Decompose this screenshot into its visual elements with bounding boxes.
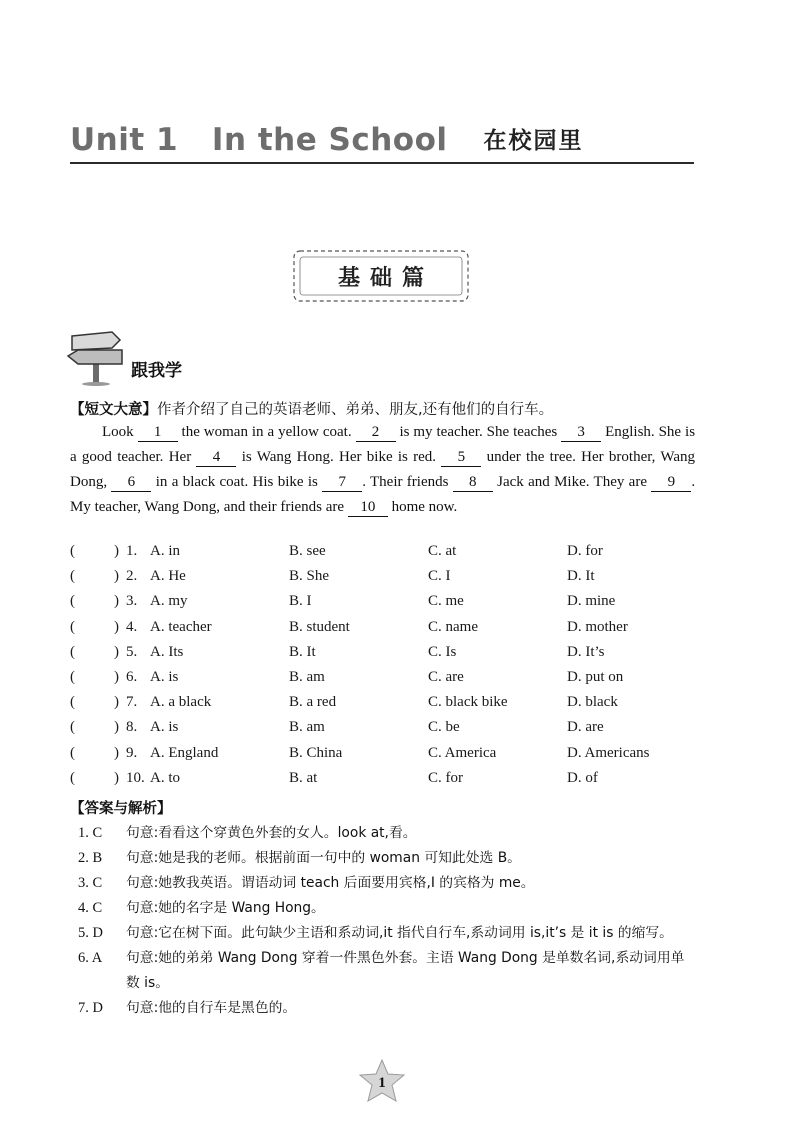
question-number: 1.: [126, 543, 138, 559]
option-d[interactable]: D. black: [567, 694, 618, 711]
option-d[interactable]: D. mine: [567, 593, 616, 610]
answer-paren-open[interactable]: (: [70, 719, 75, 736]
answer-key: 5. D: [78, 925, 103, 941]
answer-explanation: 句意:她的名字是 Wang Hong。: [126, 900, 325, 916]
answer-paren-close: ): [114, 643, 119, 660]
choice-row: [70, 644, 700, 669]
blank-4[interactable]: 4: [196, 449, 236, 467]
passage-text: . My teacher, Wang Dong, and their friends are: [70, 474, 696, 515]
question-number: 3.: [126, 593, 138, 610]
answer-heading: 【答案与解析】: [70, 801, 172, 817]
blank-9[interactable]: 9: [651, 474, 691, 492]
option-b[interactable]: B. She: [289, 568, 330, 585]
blank-8[interactable]: 8: [453, 474, 493, 492]
answer-paren-open[interactable]: (: [70, 568, 75, 585]
signpost-icon: [66, 326, 128, 386]
option-d[interactable]: D. are: [567, 719, 604, 736]
blank-2[interactable]: 2: [356, 424, 396, 442]
blank-5[interactable]: 5: [441, 449, 481, 467]
answer-paren-close: ): [114, 543, 119, 559]
option-a[interactable]: A. a black: [150, 694, 212, 711]
answer-explanation: 句意:看看这个穿黄色外套的女人。look at,看。: [126, 825, 417, 841]
summary-line: [70, 398, 553, 419]
answer-paren-close: ): [114, 668, 119, 685]
blank-1[interactable]: 1: [138, 424, 178, 442]
option-b[interactable]: B. am: [289, 668, 325, 685]
page-number: 1: [378, 1074, 386, 1091]
choice-row: [70, 770, 700, 795]
answer-paren-open[interactable]: (: [70, 643, 75, 660]
answer-item: [78, 846, 696, 871]
answer-item: [78, 871, 696, 896]
passage-text: home now.: [391, 499, 458, 515]
question-number: 8.: [126, 719, 138, 736]
passage-text: Look: [102, 424, 134, 440]
answer-paren-close: ): [114, 744, 119, 761]
question-number: 2.: [126, 568, 138, 585]
choice-row: [70, 619, 700, 644]
answer-paren-open[interactable]: (: [70, 618, 75, 635]
option-a[interactable]: A. to: [150, 769, 180, 786]
answer-item: [78, 996, 696, 1021]
option-d[interactable]: D. of: [567, 769, 598, 786]
answer-key: 4. C: [78, 900, 103, 916]
choice-row: [70, 694, 700, 719]
option-d[interactable]: D. It: [567, 568, 595, 585]
option-c[interactable]: C. America: [428, 744, 497, 761]
option-c[interactable]: C. at: [428, 543, 457, 559]
option-a[interactable]: A. Its: [150, 643, 184, 660]
question-number: 6.: [126, 668, 138, 685]
option-b[interactable]: B. see: [289, 543, 326, 559]
option-b[interactable]: B. I: [289, 593, 312, 610]
passage-text: tree. Her brother, Wang Dong,: [70, 449, 696, 490]
choice-row: [70, 593, 700, 618]
section-title: 基础篇: [337, 265, 434, 291]
question-number: 4.: [126, 618, 138, 635]
answer-paren-open[interactable]: (: [70, 694, 75, 711]
option-a[interactable]: A. my: [150, 593, 188, 610]
option-c[interactable]: C. I: [428, 568, 451, 585]
unit-title-english: Unit 1 In the School: [70, 122, 448, 158]
passage-text: Jack and Mike. They are: [497, 474, 647, 490]
option-d[interactable]: D. for: [567, 543, 603, 559]
unit-heading: [70, 112, 694, 164]
choice-row: [70, 543, 700, 568]
option-d[interactable]: D. It’s: [567, 643, 605, 660]
answer-explanation: 句意:他的自行车是黑色的。: [126, 1000, 297, 1016]
answer-paren-open[interactable]: (: [70, 593, 75, 610]
passage-text: . Their friends: [362, 474, 449, 490]
question-number: 7.: [126, 694, 138, 711]
passage-text: English. She is a good teacher. Her: [70, 424, 696, 465]
option-c[interactable]: C. for: [428, 769, 463, 786]
answer-paren-close: ): [114, 694, 119, 711]
answer-key: 6. A: [78, 950, 103, 966]
option-b[interactable]: B. am: [289, 719, 325, 736]
option-a[interactable]: A. He: [150, 568, 186, 585]
option-b[interactable]: B. It: [289, 643, 316, 660]
choice-row: [70, 669, 700, 694]
answer-paren-open[interactable]: (: [70, 769, 75, 786]
question-number: 9.: [126, 744, 138, 761]
choice-list: [70, 543, 700, 795]
choice-row: [70, 745, 700, 770]
answer-explanation: 句意:它在树下面。此句缺少主语和系动词,it 指代自行车,系动词用 is,it’s 是 it is 的缩写。: [126, 925, 673, 941]
answer-paren-open[interactable]: (: [70, 543, 75, 559]
answer-key: 3. C: [78, 875, 103, 891]
answer-explanation: 句意:她是我的老师。根据前面一句中的 woman 可知此处选 B。: [126, 850, 521, 866]
choice-row: [70, 719, 700, 744]
option-a[interactable]: A. is: [150, 719, 179, 736]
section-banner: [291, 248, 471, 304]
option-b[interactable]: B. at: [289, 769, 318, 786]
question-number: 5.: [126, 643, 138, 660]
option-c[interactable]: C. Is: [428, 643, 457, 660]
option-b[interactable]: B. China: [289, 744, 343, 761]
option-b[interactable]: B. student: [289, 618, 350, 635]
option-c[interactable]: C. me: [428, 593, 464, 610]
option-c[interactable]: C. black bike: [428, 694, 508, 711]
option-c[interactable]: C. name: [428, 618, 478, 635]
summary-text: 作者介绍了自己的英语老师、弟弟、朋友,还有他们的自行车。: [157, 402, 554, 418]
answer-item: [78, 946, 696, 996]
answer-paren-close: ): [114, 618, 119, 635]
question-number: 10.: [126, 769, 145, 786]
blank-10[interactable]: 10: [348, 499, 388, 517]
answer-paren-close: ): [114, 719, 119, 736]
passage-text: in a black coat. His bike is: [155, 474, 318, 490]
option-d[interactable]: D. put on: [567, 668, 624, 685]
option-b[interactable]: B. a red: [289, 694, 337, 711]
answer-explanation: 句意:她的弟弟 Wang Dong 穿着一件黑色外套。主语 Wang Dong 是单数名词,系动词用单数 is。: [126, 950, 685, 991]
follow-me-title: 跟我学: [131, 361, 182, 381]
unit-title-chinese: 在校园里: [483, 128, 584, 154]
option-c[interactable]: C. be: [428, 719, 460, 736]
blank-3[interactable]: 3: [561, 424, 601, 442]
answer-paren-close: ): [114, 593, 119, 610]
answer-key: 7. D: [78, 1000, 103, 1016]
summary-tag: 【短文大意】: [70, 402, 157, 418]
blank-6[interactable]: 6: [111, 474, 151, 492]
option-a[interactable]: A. in: [150, 543, 180, 559]
answer-paren-close: ): [114, 568, 119, 585]
passage-text: is my teacher. She teaches: [399, 424, 558, 440]
answer-item: [78, 896, 696, 921]
option-a[interactable]: A. teacher: [150, 618, 212, 635]
answer-list: [78, 821, 696, 1021]
answer-paren-open[interactable]: (: [70, 668, 75, 685]
answer-paren-open[interactable]: (: [70, 744, 75, 761]
choice-row: [70, 568, 700, 593]
option-d[interactable]: D. Americans: [567, 744, 650, 761]
option-d[interactable]: D. mother: [567, 618, 628, 635]
option-c[interactable]: C. are: [428, 668, 464, 685]
passage-text: the woman in a yellow coat.: [181, 424, 352, 440]
passage-text: is Wang Hong. Her bike is red.: [241, 449, 437, 465]
answer-key: 2. B: [78, 850, 103, 866]
answer-key: 1. C: [78, 825, 103, 841]
answer-item: [78, 821, 696, 846]
option-a[interactable]: A. England: [150, 744, 219, 761]
answer-paren-close: ): [114, 769, 119, 786]
option-a[interactable]: A. is: [150, 668, 179, 685]
passage-text: under the: [486, 449, 545, 465]
answer-explanation: 句意:她教我英语。谓语动词 teach 后面要用宾格,I 的宾格为 me。: [126, 875, 535, 891]
blank-7[interactable]: 7: [322, 474, 362, 492]
cloze-passage: [70, 420, 695, 520]
answer-item: [78, 921, 696, 946]
